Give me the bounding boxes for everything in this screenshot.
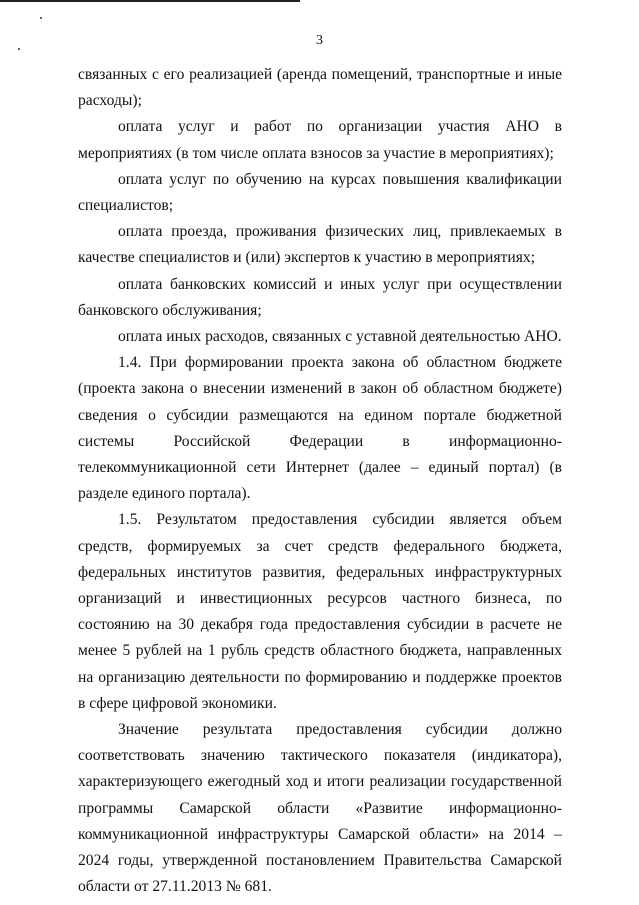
paragraph-travel-accommodation: оплата проезда, проживания физических лиц, привлекаемых в качестве специалистов и (или) экспертов к участию в мероприятиях; — [78, 223, 562, 267]
scan-top-rule — [0, 0, 300, 2]
paragraph-section-1-4: 1.4. При формировании проекта закона об областном бюджете (проекта закона о внесении изменений в закон об областном бюджете) сведения о субсидии размещаются на едином портале бюджетной системы Российской Федерации в информационно-телекоммуникационной сети Интернет (далее – единый портал) (в разделе единого портала). — [78, 354, 562, 503]
paragraph-other-expenses: оплата иных расходов, связанных с уставной деятельностью АНО. — [118, 328, 562, 346]
page-number: 3 — [316, 33, 323, 48]
paragraph-section-1-5: 1.5. Результатом предоставления субсидии является объем средств, формируемых за счет средств федерального бюджета, федеральных институтов развития, федеральных инфраструктурных организаций и инвестиционных ресурсов частного бизнеса, по состоянию на 30 декабря года предоставления субсидии в расчете не менее 5 рублей на 1 рубль средств областного бюджета, направленных на организацию деятельности по формированию и поддержке проектов в сфере цифровой экономики. — [78, 511, 562, 712]
paragraph-result-value: Значение результата предоставления субсидии должно соответствовать значению тактического показателя (индикатора), характеризующего ежегодный ход и итоги реализации государственной программы Самарской области «Развитие информационно-коммуникационной инфраструктуры Самарской области» на 2014 – 2024 годы, утвержденной постановлением Правительства Самарской области от 27.11.2013 № 681. — [78, 721, 562, 896]
paragraph-event-participation: оплата услуг и работ по организации участия АНО в мероприятиях (в том числе оплата взносов за участие в мероприятиях); — [78, 118, 562, 162]
paragraph-bank-commissions: оплата банковских комиссий и иных услуг при осуществлении банковского обслуживания; — [78, 275, 562, 319]
scan-speck — [40, 17, 42, 19]
paragraph-training-courses: оплата услуг по обучению на курсах повышения квалификации специалистов; — [78, 170, 562, 215]
document-body — [78, 62, 562, 901]
paragraph-rental-expenses: связанных с его реализацией (аренда помещений, транспортные и иные расходы); — [78, 66, 562, 110]
